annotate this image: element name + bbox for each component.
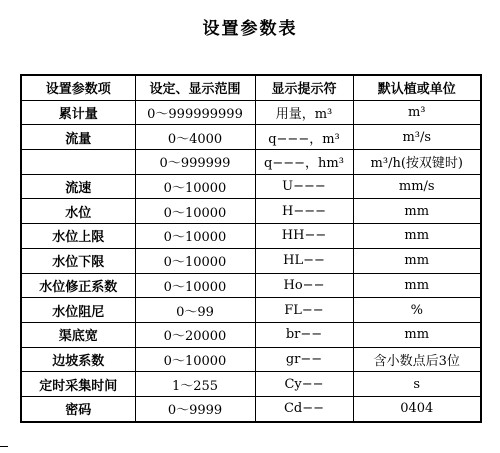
table-row	[21, 372, 481, 397]
param-cell: 流速	[21, 174, 135, 199]
prompt-cell: Cd−−	[255, 396, 353, 421]
prompt-cell: 用量，m³	[255, 100, 353, 125]
prompt-cell: br−−	[255, 322, 353, 347]
param-cell: 水位阻尼	[21, 298, 135, 323]
prompt-cell: HL−−	[255, 248, 353, 273]
table-row	[21, 322, 481, 347]
table-row	[21, 396, 481, 421]
range-cell: 0～4000	[135, 125, 255, 150]
default-cell: m³	[353, 100, 481, 125]
default-cell: mm	[353, 273, 481, 298]
prompt-cell: gr−−	[255, 347, 353, 372]
param-cell: 流量	[21, 125, 135, 150]
table-row	[21, 150, 481, 175]
prompt-cell: q−−−，hm³	[255, 150, 353, 175]
default-cell: mm/s	[353, 174, 481, 199]
param-cell: 水位	[21, 199, 135, 224]
default-cell: m³/s	[353, 125, 481, 150]
table-row	[21, 125, 481, 150]
header-param: 设置参数项	[21, 75, 135, 100]
param-cell: 水位上限	[21, 224, 135, 249]
prompt-cell: FL−−	[255, 298, 353, 323]
range-cell: 0～10000	[135, 199, 255, 224]
range-cell: 0～99	[135, 298, 255, 323]
range-cell: 0～10000	[135, 224, 255, 249]
param-cell: 密码	[21, 396, 135, 421]
default-cell: 含小数点后3位	[353, 347, 481, 372]
default-cell: mm	[353, 322, 481, 347]
default-cell: mm	[353, 224, 481, 249]
header-prompt: 显示提示符	[255, 75, 353, 100]
range-cell: 0～10000	[135, 273, 255, 298]
table-row	[21, 273, 481, 298]
param-cell: 累计量	[21, 100, 135, 125]
param-cell: 水位下限	[21, 248, 135, 273]
range-cell: 0～10000	[135, 347, 255, 372]
table-title: 设置参数表	[202, 19, 298, 39]
range-cell: 0～20000	[135, 322, 255, 347]
default-cell: %	[353, 298, 481, 323]
prompt-cell: Ho−−	[255, 273, 353, 298]
default-cell: 0404	[353, 396, 481, 421]
header-default: 默认植或单位	[353, 75, 481, 100]
default-cell: mm	[353, 199, 481, 224]
prompt-cell: H−−−	[255, 199, 353, 224]
param-cell: 水位修正系数	[21, 273, 135, 298]
prompt-cell: U−−−	[255, 174, 353, 199]
default-cell: s	[353, 372, 481, 397]
table-row	[21, 100, 481, 125]
param-cell	[21, 150, 135, 175]
range-cell: 0～999999999	[135, 100, 255, 125]
table-row	[21, 347, 481, 372]
table-row	[21, 224, 481, 249]
range-cell: 0～9999	[135, 396, 255, 421]
param-cell: 定时采集时间	[21, 372, 135, 397]
prompt-cell: q−−−，m³	[255, 125, 353, 150]
table-row	[21, 298, 481, 323]
parameter-table	[20, 74, 482, 423]
range-cell: 0～10000	[135, 248, 255, 273]
range-cell: 0～999999	[135, 150, 255, 175]
prompt-cell: Cy−−	[255, 372, 353, 397]
param-cell: 渠底宽	[21, 322, 135, 347]
param-cell: 边坡系数	[21, 347, 135, 372]
header-range: 设定、显示范围	[135, 75, 255, 100]
range-cell: 1～255	[135, 372, 255, 397]
table-row	[21, 174, 481, 199]
default-cell: m³/h(按双键时)	[353, 150, 481, 175]
prompt-cell: HH−−	[255, 224, 353, 249]
range-cell: 0～10000	[135, 174, 255, 199]
table-row	[21, 248, 481, 273]
table-row	[21, 199, 481, 224]
page-mark	[0, 446, 8, 447]
header-row	[21, 75, 481, 100]
default-cell: mm	[353, 248, 481, 273]
